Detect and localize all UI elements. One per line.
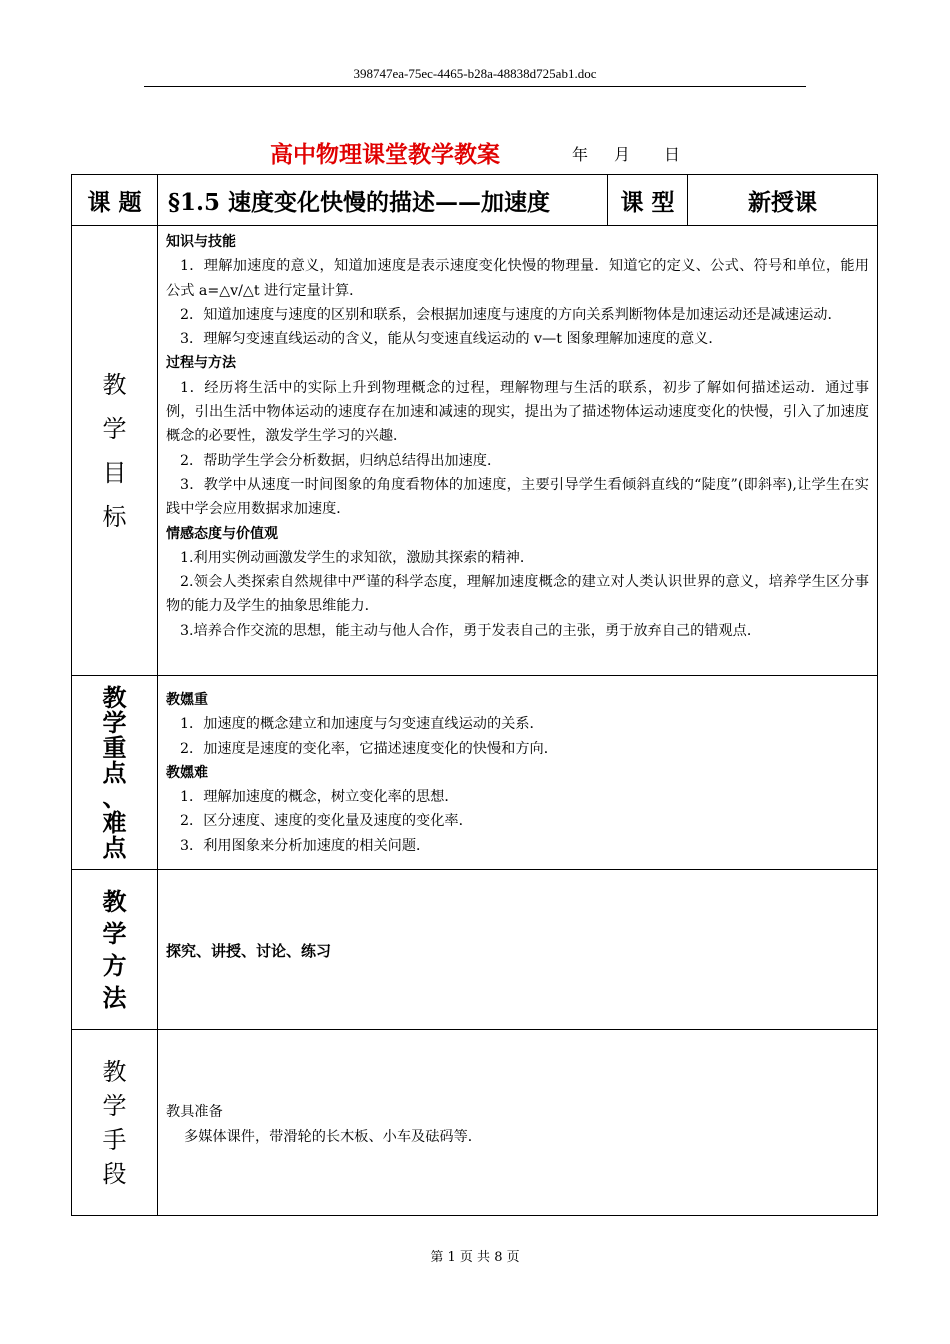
list-item: 1.利用实例动画激发学生的求知欲，激励其探索的精神．: [180, 549, 535, 566]
list-item: 3.培养合作交流的思想，能主动与他人合作，勇于发表自己的主张，勇于放弃自己的错观点．: [180, 622, 762, 639]
date-month-label: 月: [614, 145, 631, 164]
list-item: 2．加速度是速度的变化率，它描述速度变化的快慢和方向．: [180, 740, 558, 757]
list-item: 2．知道加速度与速度的区别和联系，会根据加速度与速度的方向关系判断物体是加速运动还是减速运动．: [180, 306, 842, 323]
objectives-content: [158, 226, 878, 676]
objectives-label: 教 学 目 标: [72, 226, 158, 676]
methods-label: 教 学 方 法: [72, 870, 158, 1030]
header-rule: [144, 86, 806, 87]
key-points-row: [72, 676, 878, 870]
type-label: 课 型: [608, 175, 688, 226]
means-content: [158, 1030, 878, 1216]
knowledge-heading: 知识与技能: [166, 234, 236, 250]
topic-row: [72, 175, 878, 226]
difficulty-heading: 教嫼难: [166, 764, 208, 781]
page-number: 第 1 页 共 8 页: [430, 1250, 520, 1265]
methods-row: [72, 870, 878, 1030]
means-text: 多媒体课件，带滑轮的长木板、小车及砝码等．: [184, 1128, 482, 1145]
list-item: 2.领会人类探索自然规律中严谨的科学态度，理解加速度概念的建立对人类认识世界的意义，培养学生区分事物的能力及学生的抽象思维能力．: [166, 574, 869, 615]
list-item: 3．教学中从速度一时间图象的角度看物体的加速度，主要引导学生看倾斜直线的“陡度”(即斜率),让学生在实践中学会应用数据求加速度．: [166, 476, 869, 518]
topic-label: 课 题: [72, 175, 158, 226]
list-item: 3．利用图象来分析加速度的相关问题．: [180, 837, 431, 854]
file-name: 398747ea-75ec-4465-b28a-48838d725ab1.doc: [353, 66, 597, 81]
list-item: 3．理解匀变速直线运动的含义，能从匀变速直线运动的 v—t 图象理解加速度的意义．: [180, 331, 723, 348]
date-year-label: 年: [572, 145, 589, 164]
date-day-label: 日: [664, 145, 681, 164]
topic-title: §1.5 速度变化快慢的描述——加速度: [158, 175, 608, 226]
means-heading: 教具准备: [166, 1104, 223, 1121]
focus-heading: 教嫼重: [166, 692, 208, 708]
list-item: 2．帮助学生学会分析数据，归纳总结得出加速度．: [180, 452, 502, 469]
key-points-label: 教 学 重 点 、 难 点: [72, 676, 158, 870]
lesson-plan-table: [71, 174, 878, 1216]
methods-content: [158, 870, 878, 1030]
list-item: 2．区分速度、速度的变化量及速度的变化率．: [180, 813, 473, 830]
methods-text: 探究、讲授、讨论、练习: [166, 942, 332, 961]
list-item: 1．经历将生活中的实际上升到物理概念的过程，理解物理与生活的联系，初步了解如何描述运动．通过事例，引出生活中物体运动的速度存在加速和减速的现实，提出为了描述物体运动速度变化的快慢，引入了加速度概念的必要性，激发学生学习的兴趣．: [166, 379, 869, 445]
title-row: [0, 136, 950, 166]
list-item: 1．加速度的概念建立和加速度与匀变速直线运动的关系．: [180, 716, 544, 733]
emotion-heading: 情感态度与价值观: [166, 525, 278, 542]
key-points-content: [158, 676, 878, 870]
list-item: 1．理解加速度的意义，知道加速度是表示速度变化快慢的物理量．知道它的定义、公式、符号和单位，能用公式 a=△v/△t 进行定量计算．: [166, 258, 869, 299]
objectives-row: [72, 226, 878, 676]
page-title: 高中物理课堂教学教案: [270, 141, 500, 168]
lesson-type: 新授课: [688, 175, 878, 226]
list-item: 1．理解加速度的概念，树立变化率的思想．: [180, 789, 459, 806]
process-heading: 过程与方法: [166, 355, 236, 372]
means-label: 教 学 手 段: [72, 1030, 158, 1216]
means-row: [72, 1030, 878, 1216]
